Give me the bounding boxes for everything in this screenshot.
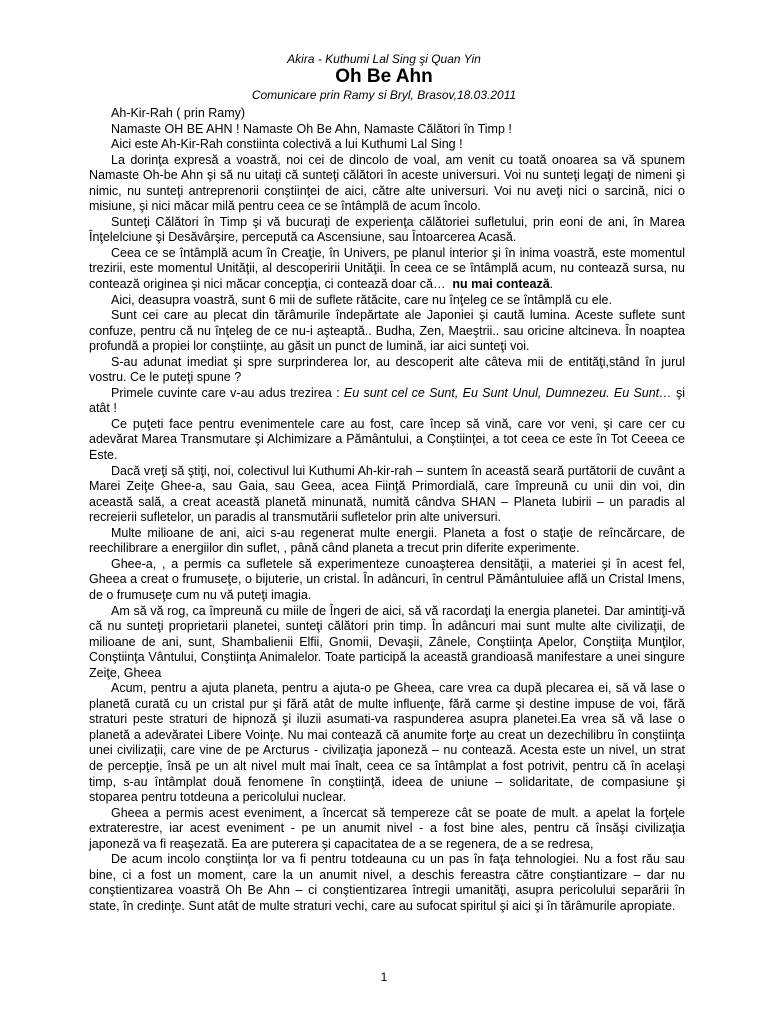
source-line: Comunicare prin Ramy si Bryl, Brasov,18.03.2011 xyxy=(251,88,517,102)
document-title: Oh Be Ahn xyxy=(335,66,433,87)
paragraph xyxy=(89,246,685,293)
paragraph-text: şi atât ! xyxy=(89,385,685,416)
paragraph: Sunt cei care au plecat din tărâmurile îndepărtate ale Japoniei şi caută lumina. Aceste suflete sunt confuze, pentru că nu înţeleg de ce nu-i aşteaptă.. Budha, Zen, Maeştrii.. sau oricine altcineva. În noaptea profundă a propiei lor conştiinţe, au găsit un punct de lumină, iar aici sunteţi voi. xyxy=(89,308,685,354)
paragraph: Am să vă rog, ca împreună cu miile de Îngeri de aici, să vă racordaţi la energia planetei. Dar amintiţi-vă că nu sunteţi proprietarii planetei, sunteţi călători prin timp. În adâncuri mai sunt multe alte civilizaţii, de milioane de ani, sunt, Shambalienii Elfii, Gnomii, Devaşii, Zânele, Conştiinţa Apelor, Conştiiţa Munţilor, Conştiinţa Vântului, Conştiinţa Animalelor. Toate participă la această grandioasă manifestare a unei singure Zeiţe, Gheea xyxy=(89,603,685,680)
paragraph: Ghee-a, , a permis ca sufletele să experimenteze cunoaşterea densităţii, a materiei şi în acest fel, Gheea a creat o frumuseţe, o bijuterie, un cristal. În adâncuri, în centrul Pământuluiee află un Cristal Imens, de o frumuseţe cum nu vă puteţi imagia. xyxy=(89,556,685,602)
paragraph: Sunteţi Călători în Timp şi vă bucuraţi de experienţa călătoriei sufletului, prin eoni de ani, în Marea Înţelelciune şi Desăvârşire, percepută ca Ascensiune, sau Întoarcerea Acasă. xyxy=(89,214,685,245)
paragraph xyxy=(89,386,685,417)
paragraph: La dorinţa expresă a voastră, noi cei de dincolo de voal, am venit cu toată onoarea sa vă spunem Namaste Oh-be Ahn şi să nu uitaţi că sunteţi călători în aceste universuri. Voi nu sunteţi legaţi de nimeni şi nimic, nu sunteţi antreprenorii conştiinţei de aici, către alte universuri. Voi nu aveţi nici o sarcină, nici o misiune, şi nici măcar milă pentru ceea ce se întâmplă de acum încolo. xyxy=(89,152,685,214)
paragraph-text: Primele cuvinte care v-au adus trezirea : xyxy=(111,385,340,400)
paragraph-intro: Aici este Ah-Kir-Rah constiinta colectivǎ a lui Kuthumi Lal Sing ! xyxy=(111,137,463,152)
paragraph-text: . xyxy=(549,277,554,292)
document-header xyxy=(0,52,768,102)
paragraph-speaker: Ah-Kir-Rah ( prin Ramy) xyxy=(111,106,246,120)
paragraph: Ce puţeti face pentru evenimentele care au fost, care încep să vină, care vor veni, şi care cer cu adevărat Marea Transmutare şi Alchimizare a Pământului, a Conştiinţei, a tot ceea ce este în Tot Ceeea ce Este. xyxy=(89,416,685,463)
italic-phrase: Eu sunt cel ce Sunt, Eu Sunt Unul, Dumnezeu. Eu Sunt… xyxy=(343,385,672,400)
paragraph: Multe milioane de ani, aici s-au regenerat multe energii. Planeta a fost o staţie de reîncărcare, de reechilibrare a energiilor din suflet, , până când planeta a trecut prin diferite experimente. xyxy=(89,525,685,556)
paragraph: Acum, pentru a ajuta planeta, pentru a ajuta-o pe Gheea, care vrea ca după plecarea ei, să vă lase o planetă curată cu un cristal pur şi fără atât de multe influenţe, fără carme şi destine impuse de voi, fără straturi peste straturi de hipnoză şi iluzii asumati-va raspunderea asupra planetei.Ea vrea să vă lase o planetă a adevăratei Libere Voinţe. Nu mai contează că anumite forţe au creat un dezechilibru în conştiinţa unei civilizaţii, care vine de pe Arcturus - civilizaţia japoneză – nu contează. Acesta este un nivel, un strat de percepţie, însă pe un alt nivel mult mai înalt, ceea ce sa întâmplat a fost potrivit, pentru că în acelaşi timp, s-au întâmplat două fenomene în conştiinţă, ideea de uniune – solidaritate, de compasiune şi stoparea pentru totdeuna a pericolului nuclear. xyxy=(89,681,685,805)
document-body xyxy=(89,106,685,914)
bold-phrase: nu mai contează xyxy=(452,277,550,292)
paragraph-greeting: Namaste OH BE AHN ! Namaste Oh Be Ahn, Namaste Călători în Timp ! xyxy=(111,121,512,136)
paragraph: De acum incolo conştiinţa lor va fi pentru totdeauna cu un pas în faţa tehnologiei. Nu a fost rău sau bine, ci a fost un moment, care la un anumit nivel, a deschis fereastra către conştiantizare – dar nu conştientizarea voastră Oh Be Ahn – ci conştientizarea întregii umanităţi, asupra pericolului separării în state, în credinţe. Sunt atât de multe straturi vechi, care au sufocat spiritul şi aici şi în tărâmurile apropiate. xyxy=(89,852,685,913)
paragraph: Gheea a permis acest eveniment, a încercat să tempereze cât se poate de mult. a apelat la forţele extraterestre, iar acest eveniment - pe un anumit nivel - a fost bine ales, pentru că însăşi civilizaţia japoneză va fi reaşezată. Ea are puterera şi capacitatea de a se regenera, de a se redresa, xyxy=(89,805,685,851)
paragraph-text: Ceea ce se întâmplă acum în Creaţie, în Univers, pe planul interior şi în inima voastră, este momentul trezirii, este momentul Unităţii, al descoperirii Unităţii. În ceea ce se întâmplă acum, nu contează sursa, nu contează originea şi nici măcar concepţia, ci contează doar că… xyxy=(89,245,685,292)
paragraph: Aici, deasupra voastră, sunt 6 mii de suflete rătăcite, care nu înţeleg ce se întâmplă cu ele. xyxy=(111,292,612,307)
page-number: 1 xyxy=(380,970,388,984)
paragraph: Dacă vreţi să ştiţi, noi, colectivul lui Kuthumi Ah-kir-rah – suntem în această seară purtătorii de cuvânt a Marei Zeiţe Ghee-a, sau Gaia, sau Geea, acea Fiinţă Primordială, care împreună cu unii din voi, din această sală, a creat această planetă minunată, numită cândva SHAN – Planeta Iubirii – un paradis al recreierii sufletelor, un paradis al transmutării sufletelor prin alte universuri. xyxy=(89,463,685,525)
author-line: Akira - Kuthumi Lal Sing şi Quan Yin xyxy=(287,52,481,66)
paragraph: S-au adunat imediat şi spre surprinderea lor, au descoperit alte câteva mii de entităţi,stând în jurul vostru. Ce le puteţi spune ? xyxy=(89,354,685,385)
